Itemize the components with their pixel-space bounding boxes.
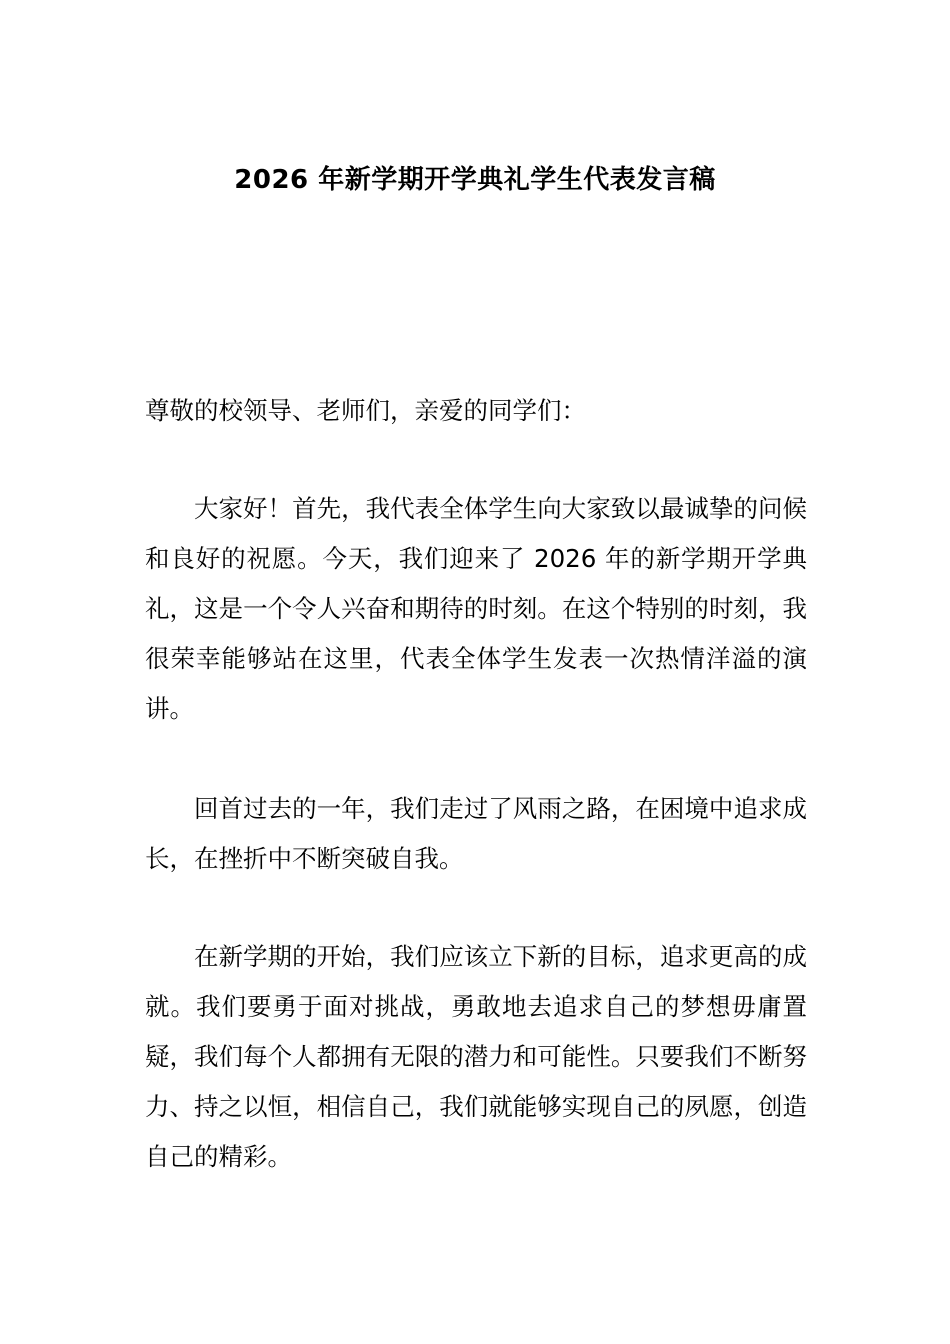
paragraph-1: 大家好！首先，我代表全体学生向大家致以最诚挚的问候和良好的祝愿。今天，我们迎来了 2026 年的新学期开学典礼，这是一个令人兴奋和期待的时刻。在这个特别的时刻，我很荣幸能够站在这里，代表全体学生发表一次热情洋溢的演讲。: [145, 494, 807, 723]
salutation: 尊敬的校领导、老师们，亲爱的同学们：: [145, 396, 586, 425]
document-title: 2026 年新学期开学典礼学生代表发言稿: [234, 165, 716, 195]
paragraph-3: 在新学期的开始，我们应该立下新的目标，追求更高的成就。我们要勇于面对挑战，勇敢地去追求自己的梦想毋庸置疑，我们每个人都拥有无限的潜力和可能性。只要我们不断努力、持之以恒，相信自己，我们就能够实现自己的夙愿，创造自己的精彩。: [145, 942, 807, 1171]
paragraph-2: 回首过去的一年，我们走过了风雨之路，在困境中追求成长，在挫折中不断突破自我。: [145, 794, 807, 873]
